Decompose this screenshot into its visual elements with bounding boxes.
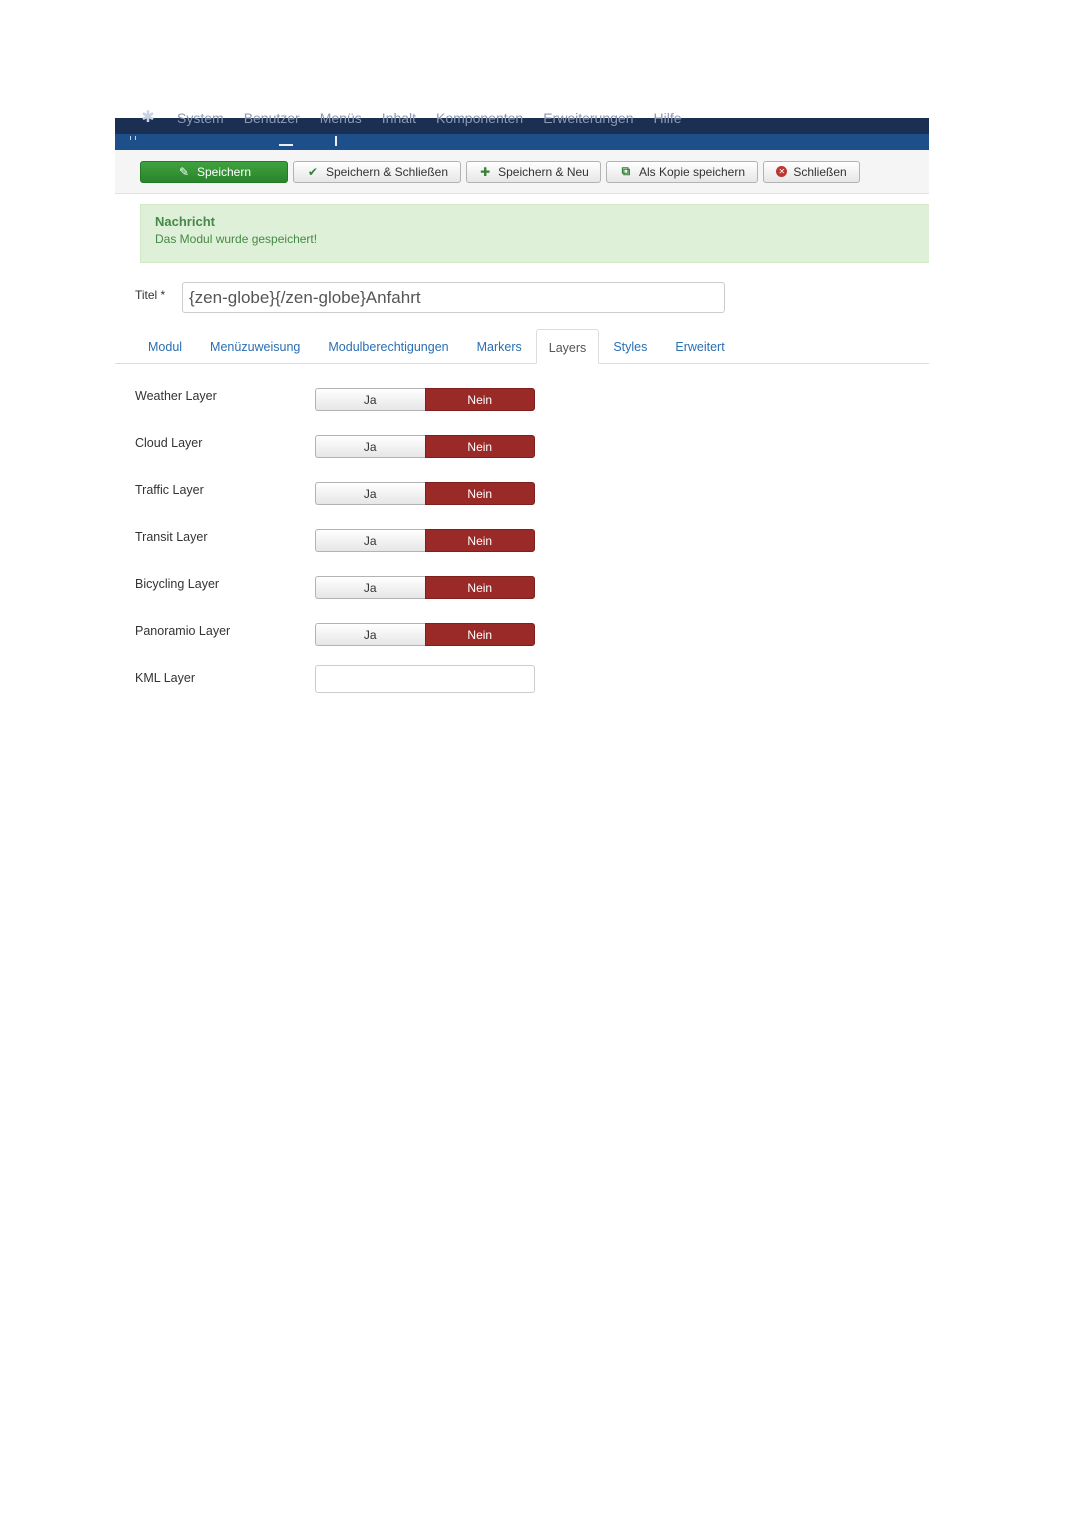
toolbar bbox=[115, 150, 929, 194]
title-label: Titel * bbox=[135, 288, 166, 302]
menu-erweiterungen[interactable]: Erweiterungen bbox=[543, 110, 634, 126]
transit-layer-label: Transit Layer bbox=[135, 530, 208, 544]
tab-erweitert[interactable]: Erweitert bbox=[675, 340, 725, 354]
weather-layer-row bbox=[115, 387, 929, 434]
traffic-layer-yes[interactable]: Ja bbox=[315, 482, 425, 505]
transit-layer-no[interactable]: Nein bbox=[425, 529, 536, 552]
save-and-new-label: Speichern & Neu bbox=[498, 164, 589, 179]
top-menu-items bbox=[139, 109, 682, 127]
traffic-layer-no[interactable]: Nein bbox=[425, 482, 536, 505]
cloud-layer-no[interactable]: Nein bbox=[425, 435, 536, 458]
menu-inhalt[interactable]: Inhalt bbox=[381, 110, 417, 126]
panoramio-layer-row bbox=[115, 622, 929, 669]
edit-icon: ✎ bbox=[178, 164, 189, 179]
menu-menues[interactable]: Menüs bbox=[319, 110, 362, 126]
header-decoration bbox=[279, 136, 293, 146]
cancel-icon: ✕ bbox=[776, 166, 787, 177]
bicycling-layer-yes[interactable]: Ja bbox=[315, 576, 425, 599]
plus-icon: ✚ bbox=[480, 164, 491, 179]
success-message bbox=[140, 204, 929, 263]
transit-layer-toggle bbox=[315, 529, 535, 552]
save-as-copy-button[interactable] bbox=[606, 161, 758, 183]
save-and-close-label: Speichern & Schließen bbox=[325, 164, 449, 179]
bicycling-layer-row bbox=[115, 575, 929, 622]
joomla-icon[interactable]: ✱ bbox=[141, 109, 155, 126]
weather-layer-label: Weather Layer bbox=[135, 389, 217, 403]
message-text: Das Modul wurde gespeichert! bbox=[155, 232, 318, 246]
bicycling-layer-toggle bbox=[315, 576, 535, 599]
panoramio-layer-yes[interactable]: Ja bbox=[315, 623, 425, 646]
kml-layer-input[interactable] bbox=[315, 665, 535, 693]
tab-modul[interactable]: Modul bbox=[148, 340, 183, 354]
admin-screen bbox=[115, 109, 929, 716]
tab-styles[interactable]: Styles bbox=[613, 340, 648, 354]
header-decoration bbox=[130, 136, 136, 140]
message-heading: Nachricht bbox=[155, 214, 215, 229]
title-input[interactable] bbox=[182, 282, 725, 313]
copy-icon: ⧉ bbox=[621, 164, 631, 178]
save-and-new-button[interactable] bbox=[466, 161, 601, 183]
panoramio-layer-toggle bbox=[315, 623, 535, 646]
admin-top-menu bbox=[115, 109, 929, 134]
transit-layer-yes[interactable]: Ja bbox=[315, 529, 425, 552]
save-button-label: Speichern bbox=[196, 164, 252, 179]
bicycling-layer-no[interactable]: Nein bbox=[425, 576, 536, 599]
cloud-layer-yes[interactable]: Ja bbox=[315, 435, 425, 458]
weather-layer-toggle bbox=[315, 388, 535, 411]
close-button-label: Schließen bbox=[793, 164, 847, 179]
transit-layer-row bbox=[115, 528, 929, 575]
tab-modulberechtigungen[interactable]: Modulberechtigungen bbox=[328, 340, 449, 354]
module-tabs bbox=[115, 329, 929, 364]
cloud-layer-toggle bbox=[315, 435, 535, 458]
bicycling-layer-label: Bicycling Layer bbox=[135, 577, 220, 591]
save-and-close-button[interactable] bbox=[293, 161, 461, 183]
save-as-copy-label: Als Kopie speichern bbox=[638, 164, 746, 179]
tab-markers[interactable]: Markers bbox=[476, 340, 522, 354]
save-button[interactable] bbox=[140, 161, 288, 183]
weather-layer-yes[interactable]: Ja bbox=[315, 388, 425, 411]
close-button[interactable] bbox=[763, 161, 860, 183]
header-decoration bbox=[335, 136, 337, 146]
page-header-strip bbox=[115, 134, 929, 150]
menu-benutzer[interactable]: Benutzer bbox=[243, 110, 300, 126]
title-field-row bbox=[115, 282, 929, 330]
menu-komponenten[interactable]: Komponenten bbox=[436, 110, 524, 126]
traffic-layer-toggle bbox=[315, 482, 535, 505]
layers-form bbox=[115, 387, 929, 716]
kml-layer-row bbox=[115, 669, 929, 716]
tab-menuezuweisung[interactable]: Menüzuweisung bbox=[210, 340, 301, 354]
menu-hilfe[interactable]: Hilfe bbox=[653, 110, 682, 126]
panoramio-layer-label: Panoramio Layer bbox=[135, 624, 231, 638]
cloud-layer-label: Cloud Layer bbox=[135, 436, 203, 450]
weather-layer-no[interactable]: Nein bbox=[425, 388, 536, 411]
cloud-layer-row bbox=[115, 434, 929, 481]
kml-layer-label: KML Layer bbox=[135, 671, 195, 685]
traffic-layer-label: Traffic Layer bbox=[135, 483, 204, 497]
check-icon: ✔ bbox=[307, 164, 318, 179]
panoramio-layer-no[interactable]: Nein bbox=[425, 623, 536, 646]
menu-system[interactable]: System bbox=[177, 110, 224, 126]
traffic-layer-row bbox=[115, 481, 929, 528]
tab-layers[interactable]: Layers bbox=[536, 329, 600, 364]
